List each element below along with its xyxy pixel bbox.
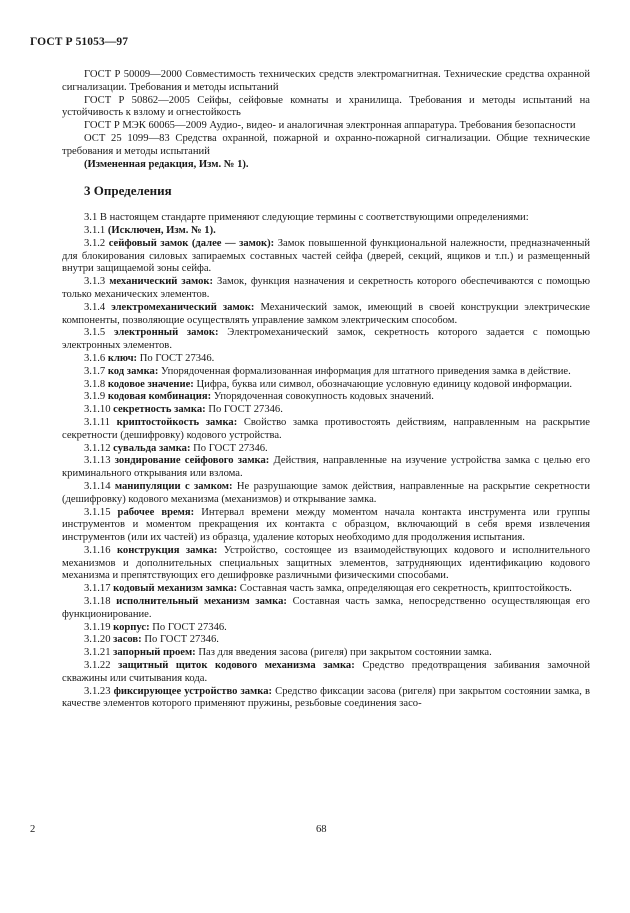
definition-item [62, 634, 590, 647]
definition-term: фиксирующее устройство замка: [113, 685, 273, 697]
definitions-list [62, 225, 590, 711]
definition-term: сувальда замка: [113, 442, 191, 454]
definition-number: 3.1.3 [84, 276, 106, 288]
definition-item [62, 596, 590, 622]
definition-number: 3.1.9 [84, 391, 106, 403]
definition-item [62, 276, 590, 302]
definition-term: механический замок: [109, 276, 213, 288]
section-title: 3 Определения [84, 183, 172, 199]
definition-text: Замок, функция назначения и секретность которого обеспечиваются с помощью только механических элементов. [62, 276, 590, 300]
definition-item [62, 353, 590, 366]
definition-term: защитный щиток кодового механизма замка: [118, 660, 355, 672]
definition-number: 3.1.22 [84, 660, 111, 672]
definition-number: 3.1.12 [84, 442, 111, 454]
definition-number: 3.1.13 [84, 455, 111, 467]
definition-item [62, 481, 590, 507]
definition-term: код замка: [107, 365, 159, 377]
definition-term: электронный замок: [113, 327, 219, 339]
definition-item [62, 417, 590, 443]
definition-number: 3.1.8 [84, 378, 106, 390]
definition-number: 3.1.19 [84, 621, 111, 633]
definition-item [62, 545, 590, 583]
definition-item [62, 507, 590, 545]
definition-text: Паз для введения засова (ригеля) при закрытом состоянии замка. [198, 647, 492, 659]
definition-item [62, 443, 590, 456]
ref-item: ОСТ 25 1099—83 Средства охранной, пожарной и охранно-пожарной сигнализации. Общие технические требования и методы испытаний [62, 132, 590, 157]
definition-term: запорный проем: [113, 647, 196, 659]
definition-number: 3.1.23 [84, 685, 111, 697]
definition-term: криптостойкость замка: [116, 416, 238, 428]
document-body [62, 69, 590, 711]
definition-number: 3.1.16 [84, 544, 111, 556]
definition-term: манипуляции с замком: [114, 480, 233, 492]
definition-term: ключ: [107, 352, 138, 364]
definition-term: конструкция замка: [116, 544, 218, 556]
definition-number: 3.1.18 [84, 596, 111, 608]
definition-text: Цифра, буква или символ, обозначающие условную единицу кодовой информации. [196, 378, 573, 390]
definition-term: засов: [113, 634, 142, 646]
definition-text: Устройство, состоящее из взаимодействующих кодового и исполнительного механизмов и дополнительных специальных защитных элементов, затрудняющих идентификацию кодового механизма и препятствующих его дешифровке различными физическими способами. [62, 544, 591, 582]
definition-number: 3.1.14 [84, 480, 111, 492]
definition-text: По ГОСТ 27346. [208, 404, 283, 416]
definition-term: кодовый механизм замка: [113, 583, 238, 595]
definition-term: зондирование сейфового замка: [114, 455, 270, 467]
definition-text: Не разрушающие замок действия, направленные на раскрытие секретности (дешифровку) кодового механизма (механизмов) и открывание замка. [62, 480, 590, 505]
definition-text: По ГОСТ 27346. [144, 634, 219, 646]
definition-term: сейфовый замок (далее — замок): [108, 237, 275, 249]
ref-item: ГОСТ Р МЭК 60065—2009 Аудио-, видео- и аналогичная электронная аппаратура. Требования безопасности [84, 120, 576, 132]
definition-number: 3.1.21 [84, 647, 111, 659]
definition-term: кодовое значение: [107, 378, 194, 390]
definition-item [62, 404, 590, 417]
definition-item [62, 302, 590, 328]
definition-number: 3.1.10 [84, 404, 111, 416]
definition-term: кодовая комбинация: [107, 391, 212, 403]
definition-text: Действия, направленные на изучение устройства замка с целью его криминального открывания или взлома. [62, 455, 590, 480]
definition-term: (Исключен, Изм. № 1). [107, 224, 216, 236]
page-number-left: 2 [30, 824, 36, 835]
definition-number: 3.1.5 [84, 327, 106, 339]
definition-item [62, 660, 590, 686]
definition-item [62, 622, 590, 635]
definition-item [62, 647, 590, 660]
definition-item [62, 686, 590, 712]
definition-term: электромеханический замок: [111, 301, 255, 313]
definition-text: Интервал времени между моментом начала контакта инструмента или группы инструментов и моментом прекращения их контакта с образцом, включающий в себя время извлечения инструментов (или их частей) из образца, удаление которых необходимо для продолжения испытания. [62, 506, 590, 544]
definition-text: Электромеханический замок, секретность которого задается с помощью электронных элементов. [62, 327, 590, 352]
definition-number: 3.1.2 [84, 237, 106, 249]
doc-header: ГОСТ Р 51053—97 [30, 36, 129, 48]
definition-item [62, 583, 590, 596]
definition-number: 3.1.17 [84, 583, 111, 595]
definition-text: Свойство замка противостоять действиям, направленным на раскрытие секретности (дешифровку) кодового устройства. [62, 416, 590, 441]
definition-item [62, 327, 590, 353]
definition-term: рабочее время: [117, 506, 195, 518]
definition-text: По ГОСТ 27346. [152, 621, 227, 633]
section-intro: 3.1 В настоящем стандарте применяют следующие термины с соответствующими определениями: [84, 212, 529, 224]
definition-text: Средство предотвращения забивания замочной скважины или считывания кода. [62, 660, 590, 684]
ref-item: ГОСТ Р 50862—2005 Сейфы, сейфовые комнаты и хранилища. Требования и методы испытаний на устойчивость к взлому и огнестойкость [62, 94, 590, 119]
definition-term: секретность замка: [113, 404, 206, 416]
definition-item [62, 238, 590, 276]
definition-item [62, 225, 590, 238]
definition-item [62, 391, 590, 404]
definition-term: корпус: [113, 621, 150, 633]
definition-text: По ГОСТ 27346. [193, 442, 268, 454]
definition-term: исполнительный механизм замка: [116, 596, 287, 608]
definition-item [62, 455, 590, 481]
definition-number: 3.1.7 [84, 365, 106, 377]
definition-item [62, 379, 590, 392]
definition-number: 3.1.15 [84, 506, 111, 518]
definition-text: По ГОСТ 27346. [139, 352, 215, 364]
definition-text: Составная часть замка, непосредственно осуществляющая его функционирование. [62, 596, 590, 620]
ref-item: ГОСТ Р 50009—2000 Совместимость технических средств электромагнитная. Технические средства охранной сигнализации. Требования и методы испытаний [62, 69, 590, 93]
definition-number: 3.1.20 [84, 634, 111, 646]
definition-text: Замок повышенной функциональной належности, предназначенный для блокирования силовых запираемых составных частей сейфа (дверей, секций, ящиков и т.п.) и размещенный внутри защищаемой зоны сейфа. [62, 237, 590, 275]
definition-number: 3.1.4 [84, 301, 106, 313]
definition-item [62, 366, 590, 379]
definition-text: Упорядоченная совокупность кодовых значений. [213, 391, 434, 403]
definition-number: 3.1.1 [84, 224, 106, 236]
definition-text: Упорядоченная формализованная информация для штатного приведения замка в действие. [161, 365, 571, 377]
page-number-center: 68 [316, 824, 327, 835]
definition-number: 3.1.6 [84, 352, 106, 364]
definition-text: Составная часть замка, определяющая его секретность, криптостойкость. [239, 583, 572, 595]
definition-number: 3.1.11 [84, 416, 111, 428]
refs-amendment-note: (Измененная редакция, Изм. № 1). [84, 158, 249, 170]
definition-text: Механический замок, имеющий в своей конструкции электрические компоненты, позволяющие осуществлять управление замком электрическим способом. [62, 301, 590, 326]
definition-text: Средство фиксации засова (ригеля) при закрытом состоянии замка, в качестве элементов которого применяют пружины, резьбовые соединения засо- [62, 685, 590, 710]
